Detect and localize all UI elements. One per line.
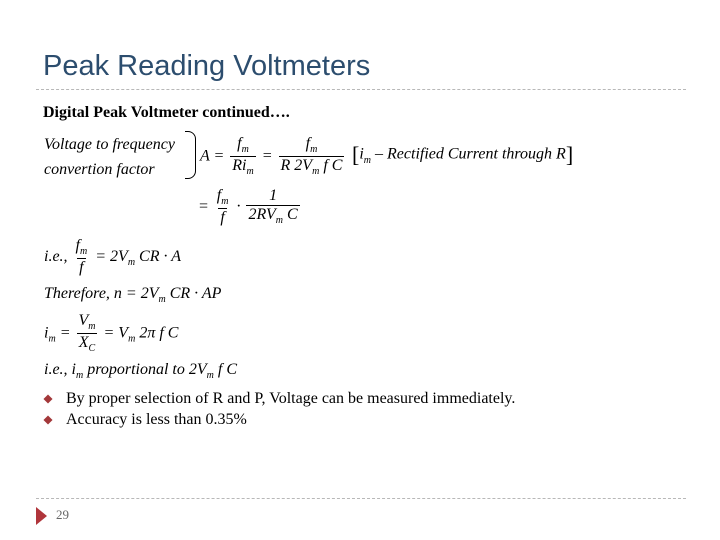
label-brace — [185, 131, 196, 179]
fraction-fm-f-2: $\frac{f_m}{f}$ — [75, 237, 88, 277]
slide-subtitle: Digital Peak Voltmeter continued…. — [43, 104, 290, 121]
page-number: 29 — [56, 507, 69, 522]
formula-a-definition — [200, 136, 346, 177]
formula-ie-ratio: i.e., $\frac{f_m}{f}$ = $2V_m$ CR · A — [44, 237, 181, 277]
bullet-list — [44, 390, 515, 432]
formula-label-line2: convertion factor — [44, 161, 155, 178]
title-divider — [36, 89, 686, 90]
fraction-vm-xc: $\frac{V_m}{X_C}$ — [78, 312, 96, 355]
footer-divider — [36, 498, 686, 499]
formula-therefore: Therefore, $n = 2V_m$ CR · AP — [44, 285, 222, 306]
a-equals: A = — [200, 147, 225, 165]
equals-sign: = — [261, 147, 273, 165]
bullet-icon — [43, 394, 52, 403]
formula-proportional: i.e., $i_m$ proportional to $2V_m$ f C — [44, 361, 238, 382]
bullet-text: By proper selection of R and P, Voltage can be measured immediately. — [66, 390, 516, 407]
slide-title: Peak Reading Voltmeters — [43, 50, 371, 82]
page-marker-icon — [36, 507, 47, 525]
formula-im: $i_m$ = $\frac{V_m}{X_C}$ = $V_m$ 2π f C — [44, 312, 179, 355]
fraction-one-2rvmc: $\frac{1}{2RV_m C}$ — [248, 187, 298, 227]
bullet-icon — [43, 415, 52, 424]
fraction-fm-r2vmfc: $\frac{f_m}{R 2V_m f C}$ — [280, 135, 343, 178]
fraction-fm-f: $\frac{f_m}{f}$ — [216, 187, 229, 227]
bullet-text: Accuracy is less than 0.35% — [66, 411, 247, 428]
list-item — [44, 411, 515, 429]
formula-label-line1: Voltage to frequency — [44, 136, 175, 153]
fraction-fm-rim: $\frac{f_m}{Ri_m}$ — [232, 135, 254, 178]
formula-a-expanded: = $\frac{f_m}{f}$ · $\frac{1}{2RV_m C}$ — [198, 187, 298, 227]
list-item — [44, 390, 515, 408]
rectified-current-note: [$i_m$ – Rectified Current through R] — [352, 142, 574, 167]
